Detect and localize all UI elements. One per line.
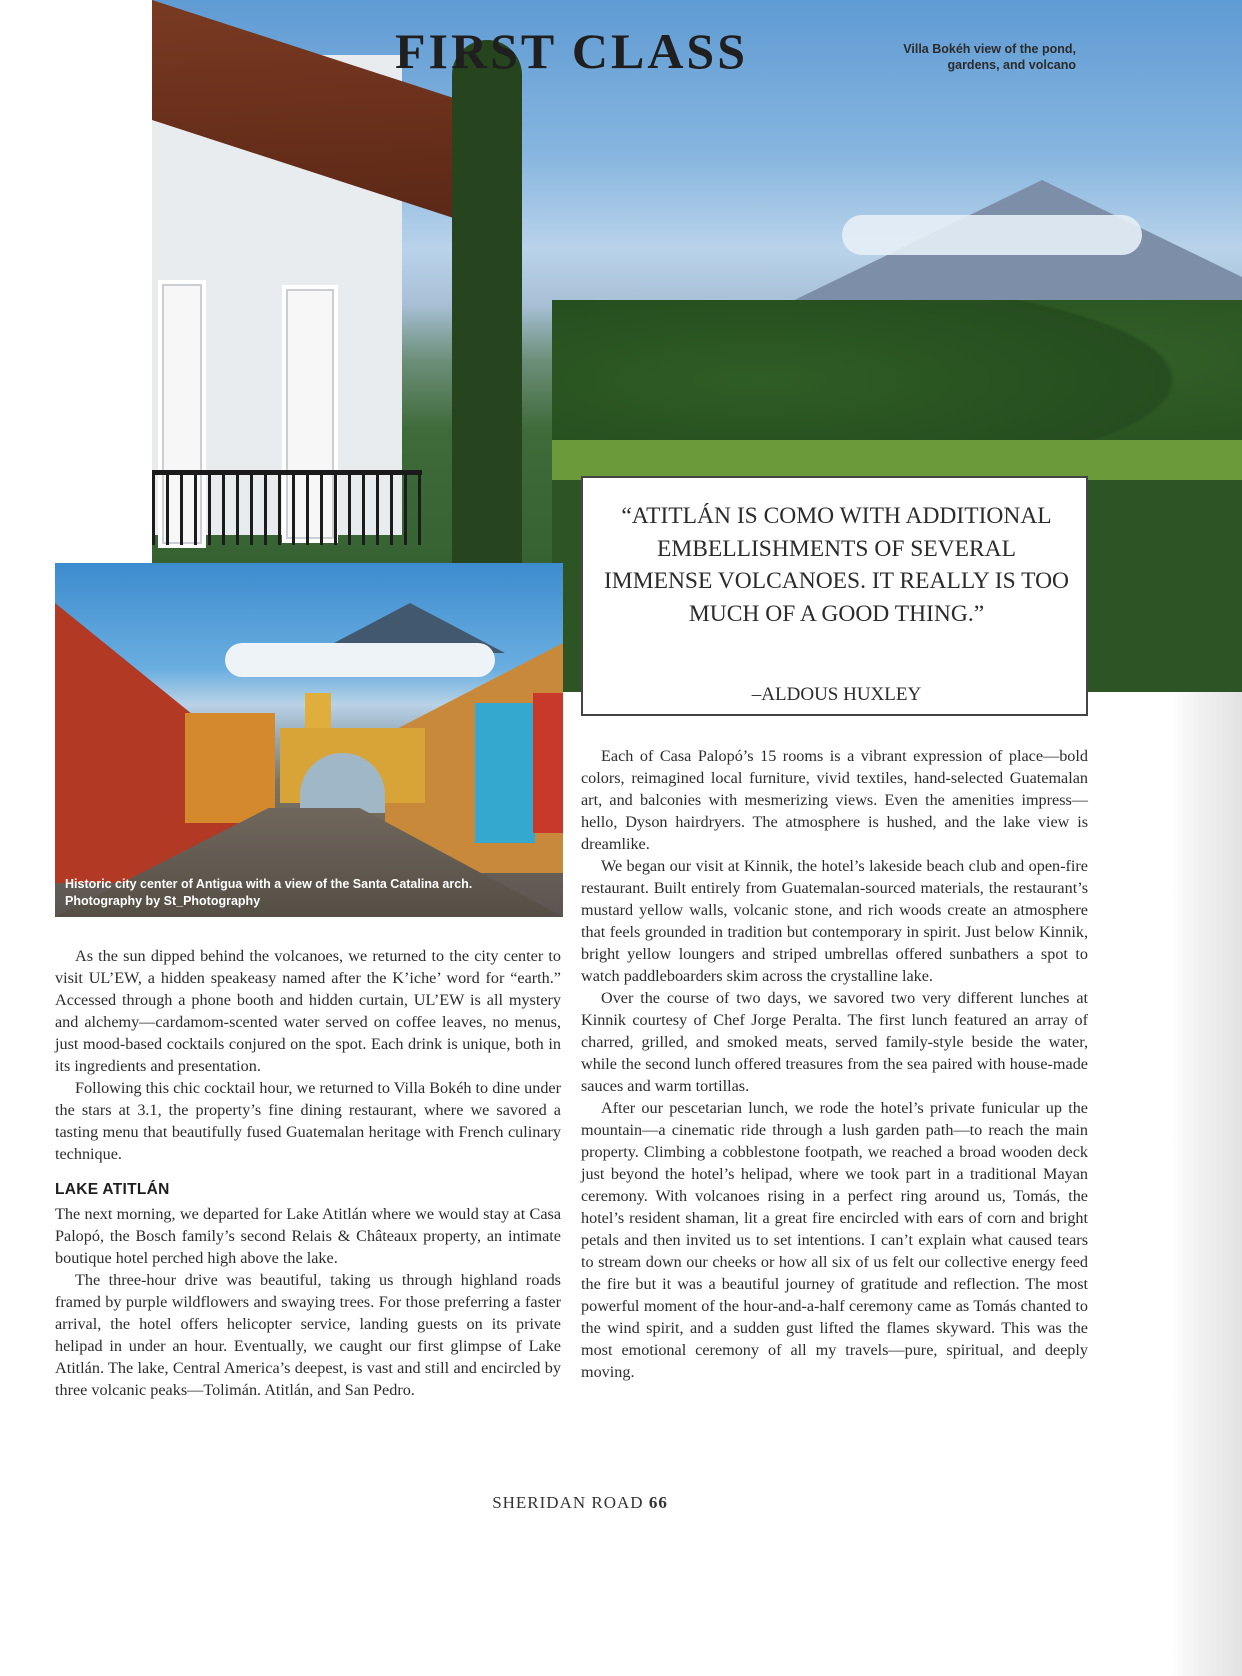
paragraph: We began our visit at Kinnik, the hotel’s lakeside beach club and open-fire restaurant. Built entirely from Guatemalan-sourced materials, the restaurant’s mustard yellow walls, volcanic stone, and rich woods create an atmosphere that feels grounded in tradition but contemporary in spirit. Just below Kinnik, bright yellow loungers and striped umbrellas offered sunbathers a spot to watch paddleboarders skim across the crystalline lake. <box>581 857 1088 985</box>
right-column <box>581 745 1088 1383</box>
paragraph: The next morning, we departed for Lake Atitlán where we would stay at Casa Palopó, the Bosch family’s second Relais & Châteaux property, an intimate boutique hotel perched high above the lake. <box>55 1205 561 1267</box>
cloud-shape <box>842 215 1142 255</box>
pull-quote-box <box>581 476 1088 716</box>
inset-caption: Historic city center of Antigua with a view of the Santa Catalina arch. Photography by St_Photography <box>65 877 473 908</box>
orange-building <box>185 713 275 823</box>
paragraph: Over the course of two days, we savored two very different lunches at Kinnik courtesy of Chef Jorge Peralta. The first lunch featured an array of charred, grilled, and smoked meats, served family-style beside the water, while the second lunch offered treasures from the sea paired with house-made sauces and warm tortillas. <box>581 989 1088 1095</box>
inset-cloud-shape <box>225 643 495 677</box>
inset-photo <box>55 563 563 917</box>
paragraph: As the sun dipped behind the volcanoes, we returned to the city center to visit UL’EW, a hidden speakeasy named after the K’iche’ word for “earth.” Accessed through a phone booth and hidden curtain, UL’EW is all mystery and alchemy—cardamom-scented water served on coffee leaves, no menus, just mood-based cocktails conjured on the spot. Each drink is unique, both in its ingredients and presentation. <box>55 947 561 1075</box>
left-column <box>55 945 561 1401</box>
clock-tower <box>305 693 331 733</box>
pull-quote-text: “ATITLÁN IS COMO WITH ADDITIONAL EMBELLISHMENTS OF SEVERAL IMMENSE VOLCANOES. IT REALLY IS TOO MUCH OF A GOOD THING.” <box>603 503 1070 627</box>
paragraph: Following this chic cocktail hour, we returned to Villa Bokéh to dine under the stars at 3.1, the property’s fine dining restaurant, where we savored a tasting menu that beautifully fused Guatemalan heritage with French culinary technique. <box>55 1079 561 1163</box>
paragraph: The three-hour drive was beautiful, taking us through highland roads framed by purple wildflowers and swaying trees. For those preferring a faster arrival, the hotel offers helicopter service, landing guests on its private helipad in under an hour. Eventually, we caught our first glimpse of Lake Atitlán. The lake, Central America’s deepest, is vast and still and encircled by three volcanic peaks—Tolimán. Atitlán, and San Pedro. <box>55 1271 561 1399</box>
section-title: FIRST CLASS <box>395 23 749 79</box>
section-heading: LAKE ATITLÁN <box>55 1181 170 1198</box>
page-number: 66 <box>648 1493 668 1512</box>
publication-name: SHERIDAN ROAD <box>492 1493 644 1512</box>
blue-building <box>475 703 535 843</box>
paragraph: Each of Casa Palopó’s 15 rooms is a vibrant expression of place—bold colors, reimagined local furniture, vivid textiles, hand-selected Guatemalan art, and balconies with mesmerizing views. Even the amenities impress—hello, Dyson hairdryers. The atmosphere is hushed, and the lake view is dreamlike. <box>581 747 1088 853</box>
page-footer <box>0 1493 1160 1513</box>
hero-caption: Villa Bokéh view of the pond, gardens, and volcano <box>903 42 1076 72</box>
red-corner-building <box>533 693 563 833</box>
iron-balcony <box>152 470 422 545</box>
pull-quote-attribution: –ALDOUS HUXLEY <box>751 684 922 705</box>
paragraph: After our pescetarian lunch, we rode the hotel’s private funicular up the mountain—a cinematic ride through a lush garden path—to reach the main property. Climbing a cobblestone footpath, we reached a broad wooden deck just beyond the hotel’s helipad, where we took part in a traditional Mayan ceremony. With volcanoes rising in a perfect ring around us, Tomás, the hotel’s resident shaman, lit a great fire encircled with ears of corn and bright petals and then invited us to set intentions. I can’t explain what caused tears to stream down our cheeks or how all six of us felt our collective energy feed the fire but it was a beautiful journey of gratitude and reflection. The most powerful moment of the hour-and-a-half ceremony came as Tomás chanted to the wind spirit, and a sudden gust lifted the flames skyward. This was the most emotional ceremony of all my travels—pure, spiritual, and deeply moving. <box>581 1099 1088 1381</box>
